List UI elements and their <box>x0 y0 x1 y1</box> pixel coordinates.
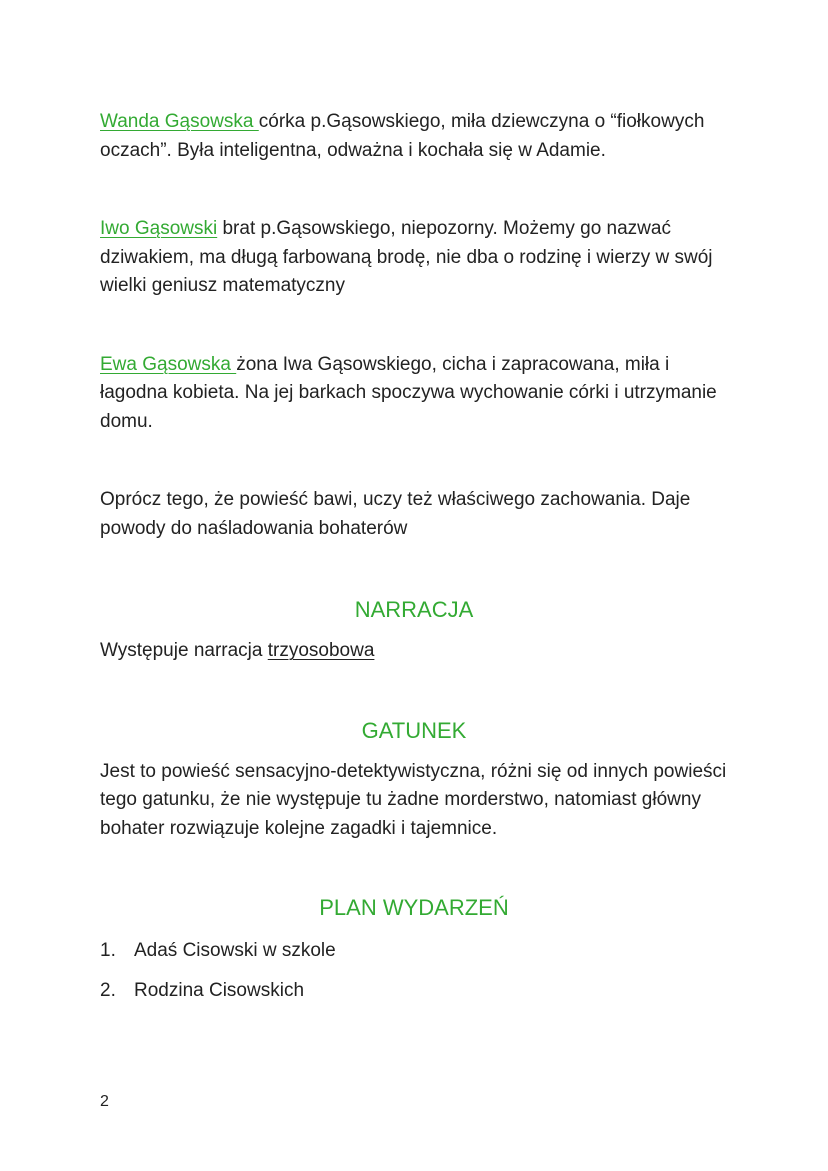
narracja-type: trzyosobowa <box>267 640 375 661</box>
document-page <box>100 108 740 1005</box>
gatunek-text: Jest to powieść sensacyjno-detektywistyczna, różni się od innych powieści tego gatunku, że nie występuje tu żadne morderstwo, natomiast główny bohater rozwiązuje kolejne zagadki i tajemnice. <box>100 760 727 839</box>
plan-heading: PLAN WYDARZEŃ <box>319 895 509 920</box>
list-item-text: Rodzina Cisowskich <box>134 980 305 1001</box>
character-ewa <box>100 351 740 437</box>
narracja-heading: NARRACJA <box>354 597 474 622</box>
character-description: córka p.Gąsowskiego, miła dziewczyna o “fiołkowych oczach”. Była inteligentna, odważna i kochała się w Adamie. <box>100 111 705 161</box>
plan-list <box>100 937 740 1005</box>
list-item <box>100 937 740 965</box>
narracja-prefix: Występuje narracja <box>100 640 268 661</box>
list-item-number: 2. <box>100 980 116 1001</box>
character-description: brat p.Gąsowskiego, niepozorny. Możemy go nazwać dziwakiem, ma długą farbowaną brodę, nie dba o rodzinę i wierzy w swój wielki geniusz matematyczny <box>100 218 713 296</box>
summary-paragraph: Oprócz tego, że powieść bawi, uczy też właściwego zachowania. Daje powody do naśladowania bohaterów <box>100 489 691 539</box>
gatunek-heading: GATUNEK <box>361 717 467 743</box>
list-item <box>100 977 740 1005</box>
character-name: Wanda Gąsowska <box>100 111 259 132</box>
page-number: 2 <box>100 1093 109 1110</box>
list-item-text: Adaś Cisowski w szkole <box>134 940 336 961</box>
character-name: Ewa Gąsowska <box>100 353 237 375</box>
character-iwo <box>100 215 740 301</box>
character-name: Iwo Gąsowski <box>100 218 218 239</box>
character-description: żona Iwa Gąsowskiego, cicha i zapracowana, miła i łagodna kobieta. Na jej barkach spoczywa wychowanie córki i utrzymanie domu. <box>100 353 717 432</box>
character-wanda <box>100 108 740 165</box>
list-item-number: 1. <box>100 940 116 961</box>
narracja-text <box>100 637 740 666</box>
